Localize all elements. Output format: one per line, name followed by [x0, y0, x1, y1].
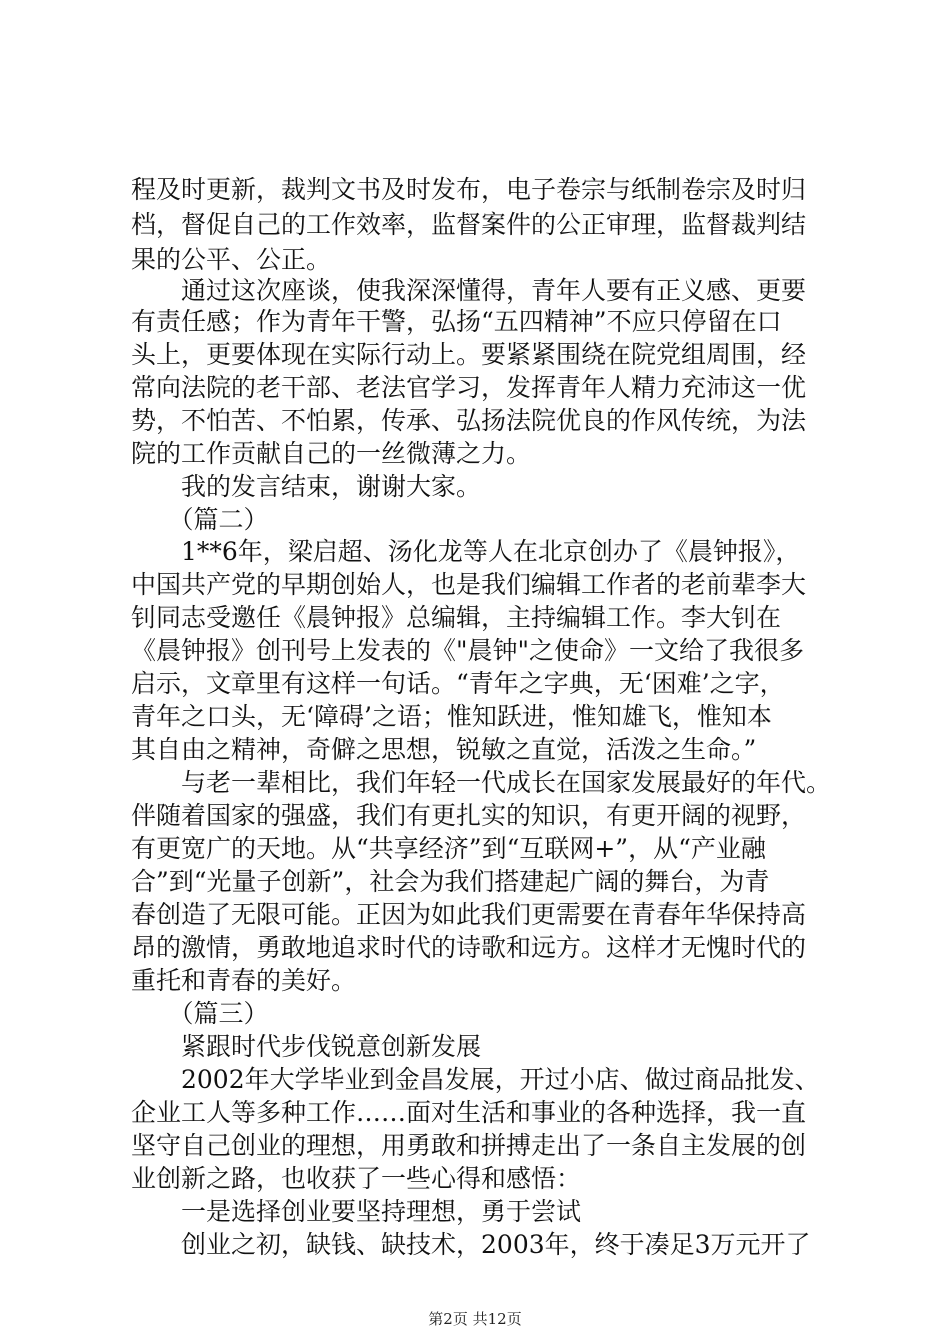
text-line: 2002年大学毕业到金昌发展，开过小店、做过商品批发、 [131, 1065, 820, 1094]
text-line: 程及时更新，裁判文书及时发布，电子卷宗与纸制卷宗及时归 [131, 175, 807, 204]
text-line: 通过这次座谈，使我深深懂得，青年人要有正义感、更要 [131, 276, 807, 305]
subheading: 一是选择创业要坚持理想，勇于尝试 [131, 1197, 582, 1226]
text-line: 有责任感；作为青年干警，弘扬“五四精神”不应只停留在口 [131, 307, 782, 336]
text-line: 其自由之精神，奇僻之思想，锐敏之直觉，活泼之生命。” [131, 735, 757, 764]
page-number-footer: 第2页 共12页 [428, 1310, 522, 1328]
text-line: 与老一辈相比，我们年轻一代成长在国家发展最好的年代。 [131, 768, 832, 797]
text-line: 钊同志受邀任《晨钟报》总编辑，主持编辑工作。李大钊在 [131, 603, 782, 632]
text-line: 青年之口头，无‘障碍’之语；惟知跃进，惟知雄飞，惟知本 [131, 702, 772, 731]
section-heading: （篇三） [131, 999, 269, 1028]
text-line: 昂的激情，勇敢地追求时代的诗歌和远方。这样才无愧时代的 [131, 933, 807, 962]
text-line: 1**6年，梁启超、汤化龙等人在北京创办了《晨钟报》， [131, 537, 801, 566]
article-title: 紧跟时代步伐锐意创新发展 [131, 1032, 482, 1061]
text-line: 档，督促自己的工作效率，监督案件的公正审理，监督裁判结 [131, 210, 807, 239]
text-line: 启示，文章里有这样一句话。“青年之字典，无‘困难’之字， [131, 669, 785, 698]
text-line: 坚守自己创业的理想，用勇敢和拼搏走出了一条自主发展的创 [131, 1131, 807, 1160]
text-line: 春创造了无限可能。正因为如此我们更需要在青春年华保持高 [131, 900, 807, 929]
text-line: 有更宽广的天地。从“共享经济”到“互联网+”，从“产业融 [131, 834, 766, 863]
section-heading: （篇二） [131, 505, 269, 534]
text-line: 业创新之路，也收获了一些心得和感悟： [131, 1164, 582, 1193]
text-line: 伴随着国家的强盛，我们有更扎实的知识，有更开阔的视野， [131, 801, 807, 830]
text-line: 果的公平、公正。 [131, 245, 332, 274]
text-line: 《晨钟报》创刊号上发表的《"晨钟"之使命》一文给了我很多 [131, 636, 805, 665]
text-line: 头上，更要体现在实际行动上。要紧紧围绕在院党组周围，经 [131, 340, 807, 369]
text-line: 重托和青春的美好。 [131, 966, 357, 995]
text-line: 我的发言结束，谢谢大家。 [131, 472, 482, 501]
text-line: 势，不怕苦、不怕累，传承、弘扬法院优良的作风传统，为法 [131, 406, 807, 435]
text-line: 合”到“光量子创新”，社会为我们搭建起广阔的舞台，为青 [131, 867, 770, 896]
text-line: 创业之初，缺钱、缺技术，2003年，终于凑足3万元开了 [131, 1230, 811, 1259]
text-line: 中国共产党的早期创始人，也是我们编辑工作者的老前辈李大 [131, 570, 807, 599]
text-line: 常向法院的老干部、老法官学习，发挥青年人精力充沛这一优 [131, 373, 807, 402]
text-line: 院的工作贡献自己的一丝微薄之力。 [131, 439, 532, 468]
text-line: 企业工人等多种工作……面对生活和事业的各种选择，我一直 [131, 1098, 807, 1127]
